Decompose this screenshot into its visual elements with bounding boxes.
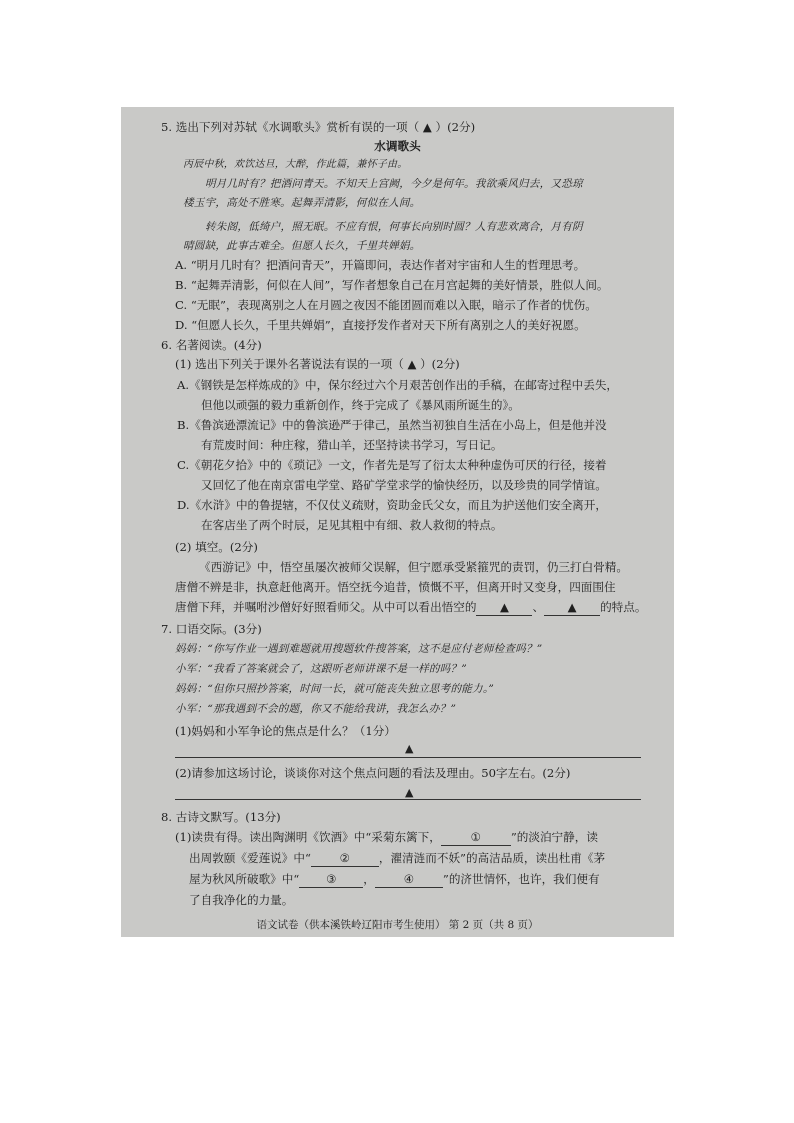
poem-preface: 丙辰中秋，欢饮达旦，大醉，作此篇，兼怀子由。 (183, 159, 408, 170)
q7-stem: 7. 口语交际。(3分) (161, 622, 262, 636)
q6-option-a: A.《钢铁是怎样炼成的》中，保尔经过六个月艰苦创作出的手稿，在邮寄过程中丢失， (177, 378, 619, 392)
poem-line: 晴圆缺，此事古难全。但愿人长久，千里共婵娟。 (183, 240, 421, 252)
q8-text: (1)读贵有得。读出陶渊明《饮酒》中“采菊东篱下， (175, 830, 441, 844)
q5-option-a: A. “明月几时有？把酒问青天”，开篇即问，表达作者对宇宙和人生的哲理思考。 (175, 258, 586, 272)
dialogue-line: 小军：“那我遇到不会的题，你又不能给我讲，我怎么办？” (175, 703, 457, 715)
q7-answer-mark-2: ▲ (405, 786, 414, 799)
q6-option-b-cont: 有荒废时间：种庄稼，猎山羊，还坚持读书学习，写日记。 (201, 438, 503, 452)
q6-option-b: B.《鲁滨逊漂流记》中的鲁滨逊严于律己，虽然当初独自生活在小岛上，但是他并没 (177, 418, 607, 432)
q8-text: ”的淡泊宁静，读 (510, 830, 598, 844)
q6-sub2: (2) 填空。(2分) (175, 540, 258, 554)
q6-option-d: D.《水浒》中的鲁提辖，不仅仗义疏财，资助金氏父女，而且为护送他们安全离开， (177, 498, 607, 512)
q6-option-d-cont: 在客店坐了两个时辰，足见其粗中有细、救人救彻的特点。 (201, 518, 503, 532)
q8-text: 出周敦颐《爱莲说》中“ (189, 851, 311, 865)
q6-paragraph-last (175, 599, 646, 616)
q5-option-d: D. “但愿人长久，千里共婵娟”，直接抒发作者对天下所有离别之人的美好祝愿。 (175, 318, 586, 332)
q6-paragraph: 《西游记》中，悟空虽屡次被师父误解，但宁愿承受紧箍咒的责罚，仍三打白骨精。 (199, 560, 628, 574)
dialogue-line: 妈妈：“你写作业一遇到难题就用搜题软件搜答案，这不是应付老师检查吗？” (175, 643, 543, 655)
q6-answer-blank-1[interactable]: ▲ (476, 599, 532, 616)
q8-line-1 (175, 829, 598, 846)
q8-blank-4[interactable]: ④ (375, 871, 443, 888)
q8-line-3 (189, 871, 600, 888)
exam-page (121, 107, 674, 937)
q8-line-4: 了自我净化的力量。 (189, 893, 294, 907)
q8-stem: 8. 古诗文默写。(13分) (161, 810, 281, 824)
q8-text: ”的济世情怀，也许，我们便有 (442, 872, 600, 886)
q6-separator: 、 (532, 600, 545, 614)
q7-answer-line-2[interactable] (175, 799, 641, 800)
poem-line: 转朱阁，低绮户，照无眠。不应有恨，何事长向别时圆？人有悲欢离合，月有阴 (205, 221, 583, 233)
q8-text: ， (363, 872, 375, 886)
q6-answer-blank-2[interactable]: ▲ (544, 599, 600, 616)
q6-paragraph: 唐僧不辨是非，执意赶他离开。悟空抚今追昔，愤慨不平，但离开时又变身，四面围住 (175, 580, 616, 594)
q5-option-b: B. “起舞弄清影，何似在人间”，写作者想象自己在月宫起舞的美好情景，胜似人间。 (175, 278, 609, 292)
q5-option-c: C. “无眠”，表现离别之人在月圆之夜因不能团圆而难以入眠，暗示了作者的忧伤。 (175, 298, 597, 312)
q8-blank-1[interactable]: ① (441, 829, 511, 846)
q6-option-a-cont: 但他以顽强的毅力重新创作，终于完成了《暴风雨所诞生的》。 (201, 398, 520, 412)
q6-option-c-cont: 又回忆了他在南京雷电学堂、路矿学堂求学的愉快经历，以及珍贵的同学情谊。 (201, 478, 607, 492)
q7-answer-mark-1: ▲ (405, 742, 414, 755)
q7-sub2: (2)请参加这场讨论，谈谈你对这个焦点问题的看法及理由。50字左右。(2分) (175, 766, 571, 780)
poem-title: 水调歌头 (374, 139, 421, 153)
q7-answer-line-1[interactable] (175, 757, 641, 758)
poem-line: 明月几时有？把酒问青天。不知天上宫阙，今夕是何年。我欲乘风归去，又恐琼 (205, 178, 583, 190)
q8-blank-2[interactable]: ② (311, 850, 379, 867)
q6-tail: 的特点。 (600, 600, 647, 614)
q6-paragraph-text: 唐僧下拜，并嘱咐沙僧好好照看师父。从中可以看出悟空的 (175, 600, 477, 614)
q5-stem: 5. 选出下列对苏轼《水调歌头》赏析有误的一项（ ▲ ）(2分) (161, 120, 476, 134)
dialogue-line: 妈妈：“但你只照抄答案，时间一长，就可能丧失独立思考的能力。” (175, 683, 494, 695)
q8-line-2 (189, 850, 605, 867)
q6-sub1: (1) 选出下列关于课外名著说法有误的一项（ ▲ ）(2分) (175, 357, 460, 371)
page-footer: 语文试卷（供本溪铁岭辽阳市考生使用） 第 2 页（共 8 页） (256, 919, 539, 931)
q8-blank-3[interactable]: ③ (299, 871, 363, 888)
q8-text: 屋为秋风所破歌》中“ (189, 872, 300, 886)
q6-option-c: C.《朝花夕拾》中的《琐记》一文，作者先是写了衍太太种种虚伪可厌的行径，接着 (177, 458, 607, 472)
q8-text: ，濯清涟而不妖”的高洁品质，读出杜甫《茅 (378, 851, 606, 865)
poem-line: 楼玉宇，高处不胜寒。起舞弄清影，何似在人间。 (183, 197, 421, 209)
q6-stem: 6. 名著阅读。(4分) (161, 338, 262, 352)
dialogue-line: 小军：“我看了答案就会了，这跟听老师讲课不是一样的吗？” (175, 663, 467, 675)
q7-sub1: (1)妈妈和小军争论的焦点是什么？（1分） (175, 724, 396, 738)
